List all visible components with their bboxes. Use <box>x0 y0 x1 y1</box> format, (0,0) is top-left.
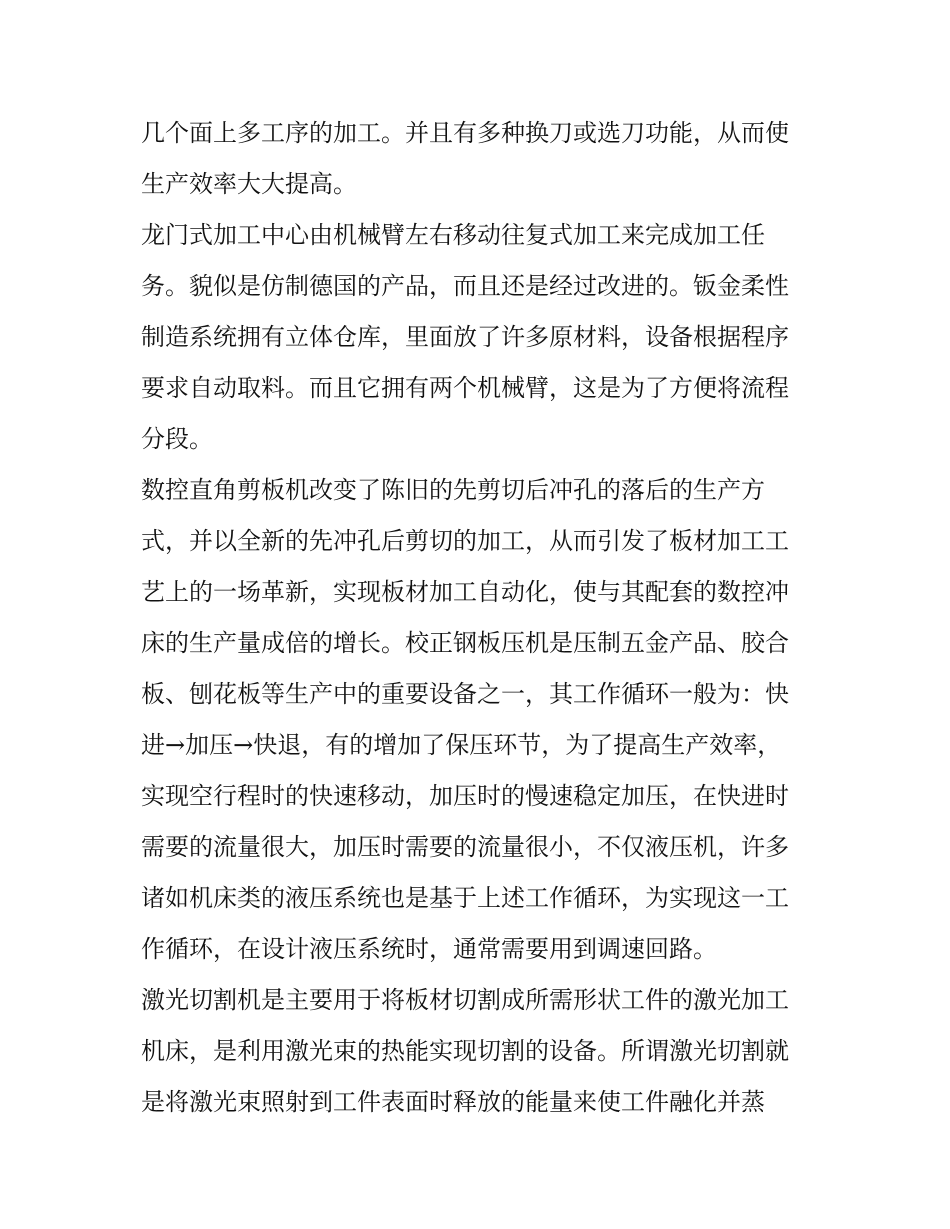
body-text <box>141 108 813 1128</box>
text-line: 几个面上多工序的加工。并且有多种换刀或选刀功能，从而使 <box>141 119 789 147</box>
text-line: 式，并以全新的先冲孔后剪切的加工，从而引发了板材加工工 <box>141 527 789 555</box>
text-line: 分段。 <box>141 425 213 453</box>
text-line: 机床，是利用激光束的热能实现切割的设备。所谓激光切割就 <box>141 1037 789 1065</box>
text-line: 实现空行程时的快速移动，加压时的慢速稳定加压，在快进时 <box>141 782 789 810</box>
paragraph-laser-cutting-machine <box>141 975 813 1128</box>
text-line: 数控直角剪板机改变了陈旧的先剪切后冲孔的落后的生产方 <box>141 476 765 504</box>
text-line: 是将激光束照射到工件表面时释放的能量来使工件融化并蒸 <box>141 1088 765 1116</box>
text-line: 作循环，在设计液压系统时，通常需要用到调速回路。 <box>141 935 717 963</box>
text-line: 龙门式加工中心由机械臂左右移动往复式加工来完成加工任 <box>141 221 765 249</box>
text-line: 进→加压→快退，有的增加了保压环节，为了提高生产效率， <box>141 731 782 759</box>
paragraph-gantry-machining-center <box>141 210 813 465</box>
text-line: 床的生产量成倍的增长。校正钢板压机是压制五金产品、胶合 <box>141 629 789 657</box>
paragraph-cnc-shearing-machine <box>141 465 813 975</box>
text-line: 生产效率大大提高。 <box>141 170 357 198</box>
text-line: 务。貌似是仿制德国的产品，而且还是经过改进的。钣金柔性 <box>141 272 789 300</box>
text-line: 艺上的一场革新，实现板材加工自动化，使与其配套的数控冲 <box>141 578 789 606</box>
text-line: 板、刨花板等生产中的重要设备之一，其工作循环一般为：快 <box>141 680 789 708</box>
text-line: 要求自动取料。而且它拥有两个机械臂，这是为了方便将流程 <box>141 374 789 402</box>
paragraph-machining-center-end <box>141 108 813 210</box>
text-line: 制造系统拥有立体仓库，里面放了许多原材料，设备根据程序 <box>141 323 789 351</box>
text-line: 需要的流量很大，加压时需要的流量很小，不仅液压机，许多 <box>141 833 789 861</box>
text-line: 诸如机床类的液压系统也是基于上述工作循环，为实现这一工 <box>141 884 789 912</box>
text-line: 激光切割机是主要用于将板材切割成所需形状工件的激光加工 <box>141 986 789 1014</box>
